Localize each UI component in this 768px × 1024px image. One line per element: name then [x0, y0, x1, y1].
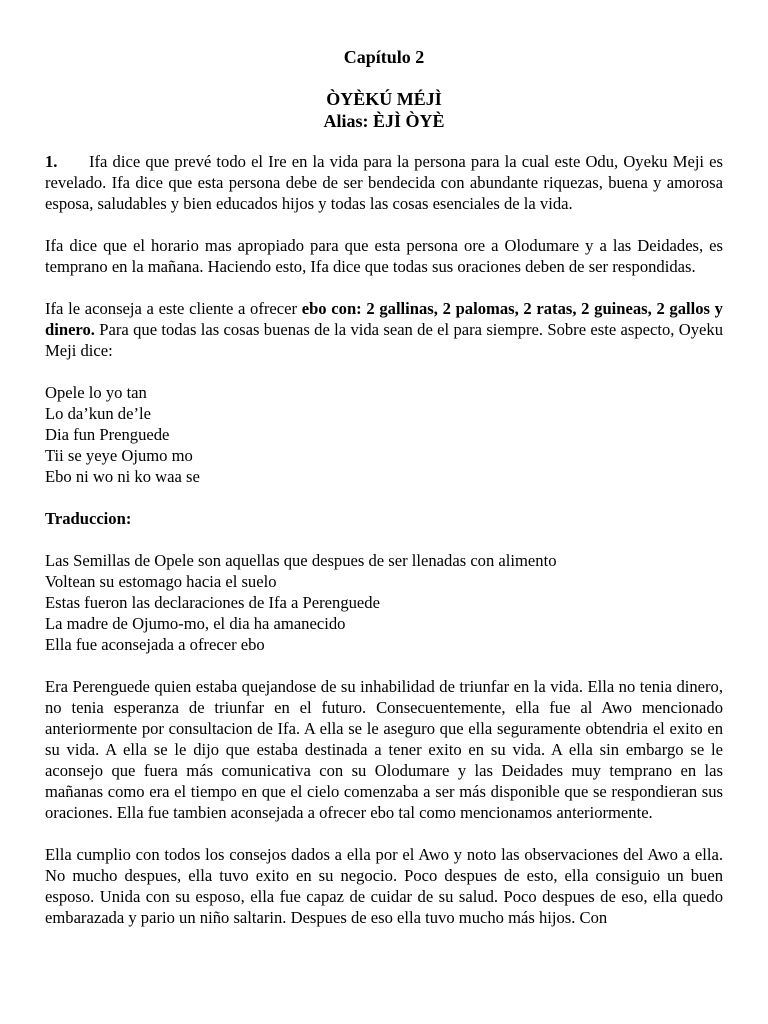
paragraph-3: [45, 298, 723, 361]
odu-title: ÒYÈKÚ MÉJÌ: [326, 89, 442, 109]
verse-line: Voltean su estomago hacia el suelo: [45, 572, 277, 591]
paragraph-4: Era Perenguede quien estaba quejandose de su inhabilidad de triunfar en la vida. Ella no tenia dinero, no tenia esperanza de triunfar en el futuro. Consecuentemente, ella fue al Awo mencionado anteriormente por consultacion de Ifa. A ella se le aseguro que ella seguramente obtendria el exito en su vida. A ella se le dijo que estaba destinada a tener exito en su vida. A ella sin embargo se le aconsejo que fuera más comunicativa con su Olodumare y las Deidades muy temprano en las mañanas como era el tiempo en que el cielo comenzaba a ser más disponible que se respondieran sus oraciones. Ella fue tambien aconsejada a ofrecer ebo tal como mencionamos anteriormente.: [45, 677, 723, 822]
verse-line: Las Semillas de Opele son aquellas que despues de ser llenadas con alimento: [45, 551, 557, 570]
paragraph-1-text: Ifa dice que prevé todo el Ire en la vida para la persona para la cual este Odu, Oyeku Meji es revelado. Ifa dice que esta persona debe de ser bendecida con abundante riquezas, buena y amorosa esposa, saludables y bien educados hijos y todas las cosas esenciales de la vida.: [45, 152, 723, 213]
paragraph-number: 1.: [45, 152, 58, 171]
verse-line: Tii se yeye Ojumo mo: [45, 446, 193, 465]
paragraph-3-rest: Para que todas las cosas buenas de la vida sean de el para siempre. Sobre este aspecto, Oyeku Meji dice:: [45, 320, 723, 360]
paragraph-3-intro: Ifa le aconseja a este cliente a ofrecer: [45, 299, 302, 318]
odu-alias: Alias: ÈJÌ ÒYÈ: [323, 111, 445, 131]
translation-heading: Traduccion:: [45, 509, 132, 528]
verse-line: Estas fueron las declaraciones de Ifa a Perenguede: [45, 593, 380, 612]
verse-line: Ella fue aconsejada a ofrecer ebo: [45, 635, 265, 654]
paragraph-1: [45, 151, 723, 214]
paragraph-5: Ella cumplio con todos los consejos dados a ella por el Awo y noto las observaciones del Awo a ella. No mucho despues, ella tuvo exito en su negocio. Poco despues de esto, ella consiguio un buen esposo. Unida con su esposo, ella fue capaz de cuidar de su salud. Poco despues de eso, ella quedo embarazada y pario un niño saltarin. Despues de eso ella tuvo mucho más hijos. Con: [45, 845, 723, 927]
verse-line: Lo da’kun de’le: [45, 404, 151, 423]
document-page: [45, 46, 723, 928]
verse-line: Ebo ni wo ni ko waa se: [45, 467, 200, 486]
verse-line: Opele lo yo tan: [45, 383, 147, 402]
verse-line: Dia fun Prenguede: [45, 425, 170, 444]
ebo-offering-list: ebo con: 2 gallinas, 2 palomas, 2 ratas, 2 guineas, 2 gallos y dinero.: [45, 299, 723, 339]
verse-spanish: [45, 550, 723, 655]
verse-line: La madre de Ojumo-mo, el dia ha amanecido: [45, 614, 346, 633]
verse-yoruba: [45, 382, 723, 487]
paragraph-2: Ifa dice que el horario mas apropiado para que esta persona ore a Olodumare y a las Deidades, es temprano en la mañana. Haciendo esto, Ifa dice que todas sus oraciones deben de ser respondidas.: [45, 236, 723, 276]
chapter-heading: Capítulo 2: [343, 47, 425, 67]
